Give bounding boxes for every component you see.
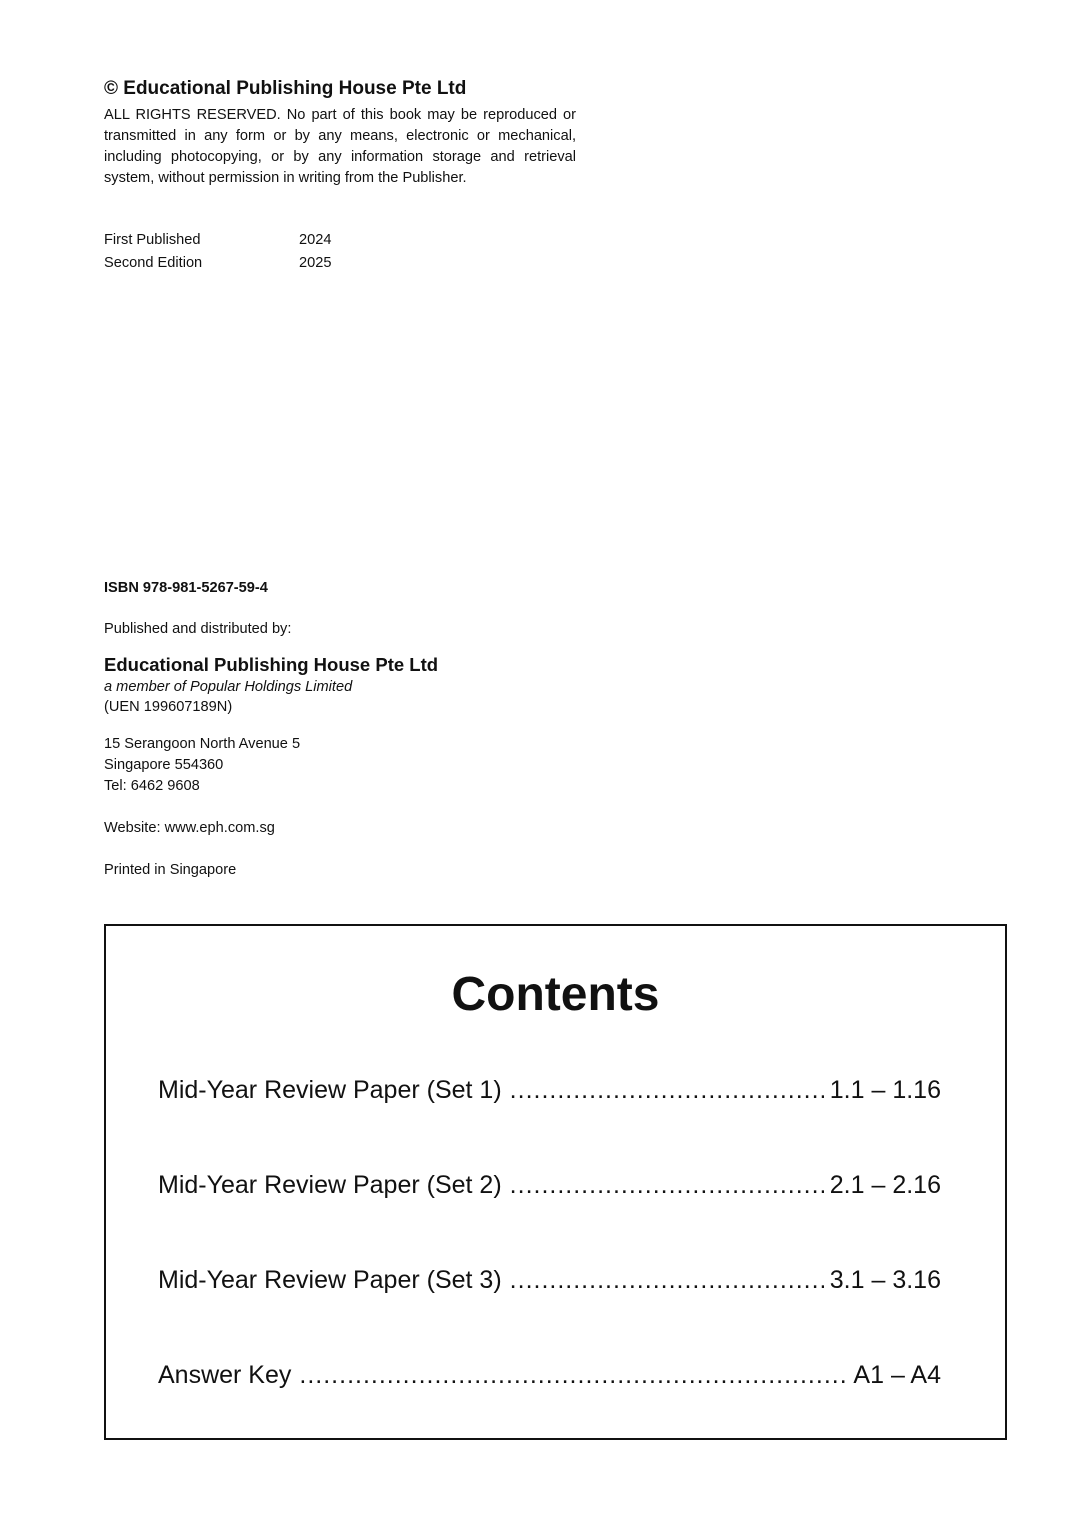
uen-number: (UEN 199607189N) (104, 699, 233, 715)
copyright-title: © Educational Publishing House Pte Ltd (104, 78, 467, 99)
toc-entry-pages: 1.1 – 1.16 (829, 1076, 941, 1104)
edition-row (104, 229, 331, 252)
edition-year: 2024 (299, 232, 332, 248)
member-line: a member of Popular Holdings Limited (104, 679, 353, 695)
isbn: ISBN 978-981-5267-59-4 (104, 580, 268, 596)
toc-leader-dots (510, 1264, 824, 1296)
edition-label: Second Edition (104, 254, 203, 271)
edition-row (104, 252, 331, 275)
edition-history (104, 229, 331, 274)
toc-entry (158, 1359, 941, 1391)
contents-box (104, 924, 1007, 1440)
publisher-address (104, 734, 438, 797)
publication-info (104, 578, 438, 880)
toc-entry (158, 1264, 941, 1296)
toc-list (158, 1074, 941, 1454)
published-by-label: Published and distributed by: (104, 621, 292, 637)
toc-leader-dots (299, 1359, 847, 1391)
edition-label: First Published (104, 232, 201, 248)
printed-in-line: Printed in Singapore (104, 862, 237, 878)
phone-line: Tel: 6462 9608 (104, 778, 200, 794)
address-line: 15 Serangoon North Avenue 5 (104, 736, 301, 752)
toc-entry-label: Mid-Year Review Paper (Set 3) (158, 1266, 502, 1294)
toc-leader-dots (510, 1074, 824, 1106)
toc-entry-pages: A1 – A4 (853, 1361, 941, 1389)
toc-entry-pages: 3.1 – 3.16 (829, 1266, 941, 1294)
toc-entry-label: Mid-Year Review Paper (Set 2) (158, 1171, 502, 1199)
copyright-block (104, 77, 576, 189)
address-line: Singapore 554360 (104, 757, 224, 773)
publisher-name: Educational Publishing House Pte Ltd (104, 654, 439, 675)
toc-entry-label: Mid-Year Review Paper (Set 1) (158, 1076, 502, 1104)
rights-statement: ALL RIGHTS RESERVED. No part of this book may be reproduced or transmitted in any form or by any means, electronic or mechanical, including photocopying, or by any information storage and retrieval system, without permission in writing from the Publisher. (104, 107, 576, 186)
edition-year: 2025 (299, 254, 332, 271)
contents-title: Contents (451, 968, 660, 1021)
toc-entry (158, 1074, 941, 1106)
website-line: Website: www.eph.com.sg (104, 820, 275, 836)
toc-leader-dots (510, 1169, 824, 1201)
toc-entry-label: Answer Key (158, 1361, 292, 1389)
toc-entry (158, 1169, 941, 1201)
toc-entry-pages: 2.1 – 2.16 (829, 1171, 941, 1199)
